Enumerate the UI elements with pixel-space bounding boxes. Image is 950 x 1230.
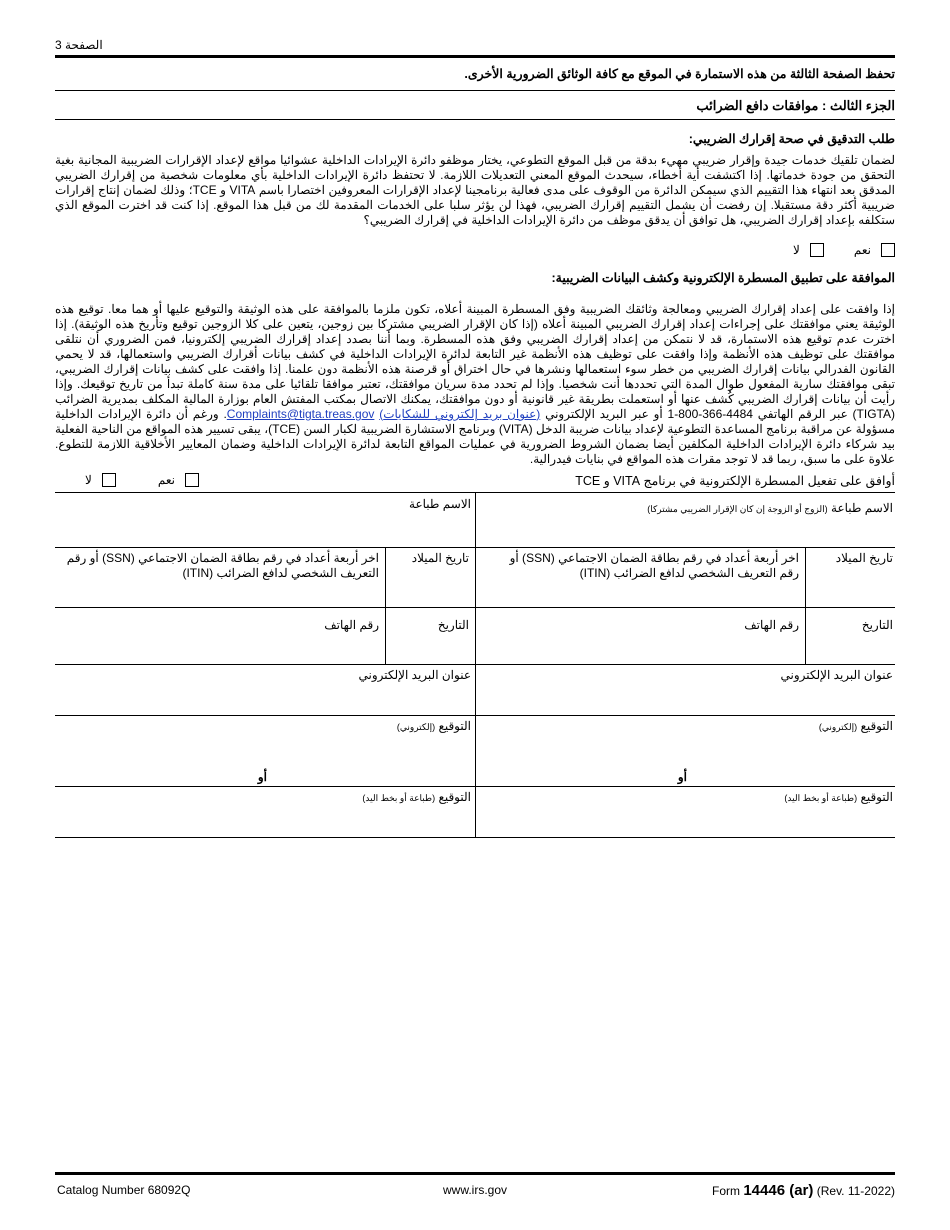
quality-review-yes-label: نعم [853,243,871,257]
taxpayer-signature-label: التوقيع (طباعة أو بخط اليد) [784,790,893,804]
taxpayer-date-label: التاريخ [861,618,893,632]
form-number: 14446 (ar) [743,1182,814,1199]
taxpayer-printed-name-label: الاسم طباعة (الزوج أو الزوجة إن كان الإقرار الضريبي مشتركا) [647,501,893,515]
part-title-bar [55,90,895,120]
electronic-consent-yes-checkbox[interactable] [185,473,199,487]
complaints-email-link[interactable]: Complaints@tigta.treas.gov [226,407,375,421]
electronic-consent-agree-row [55,471,895,493]
taxpayer-or-label: أو [677,770,687,784]
electronic-consent-no-checkbox[interactable] [102,473,116,487]
form-revision: (Rev. 11-2022) [816,1184,895,1198]
quality-review-yes-checkbox[interactable] [881,243,895,257]
electronic-consent-heading: الموافقة على تطبيق المسطرة الإلكترونية وكشف البيانات الضريبية: [551,271,895,285]
spouse-signature-label: التوقيع (طباعة أو بخط اليد) [362,790,471,804]
electronic-consent-body-part2: . ورغم أن دائرة الإيرادات الداخلية مسؤولة عن مراقبة برنامج المساعدة التطوعية لإعداد بيانات ضريبة الدخل (VITA) وبرنامج الاستشارة الضريبية لكبار السن (TCE)، يبقى تسيير هذه المواقع من الناحية الفعلية بيد شركاء دائرة الإيرادات الداخلية المكلفين أيضا بضمان الشروط الضرورية في عمليات المواقع التابعة لدائرة الإيرادات الداخلية وضمان المعايير الأخلاقية اللازمة للتطوع. علاوة على ما سبق، ربما قد لا توجد مقرات هذه المواقع في بنايات فيدرالية. [55,407,896,466]
complaints-email-suffix: (عنوان بريد إلكتروني للشكايات) [379,407,541,421]
signature-grid [55,492,895,838]
electronic-consent-body-part1: إذا وافقت على إعداد إقرارك الضريبي ومعالجة وثائقك الضريبية وفق المسطرة المبينة أعلاه، تكون ملزما بالموافقة على هذه الوثيقة والتوقيع عليها أو هما معا. توقيع هذه الوثيقة يعني موافقتك على إجراءات إعداد إقرارك الضريبي المبينة أعلاه (إذا كان الإقرار الضريبي مشتركا بين زوجين، يتعين على كلا الزوجين توقيع وتأريخ هذه الوثيقة). إذا اخترت عدم توقيع هذه الاستمارة، قد لا نتمكن من إعداد إقرارك الضريبي وفق هذه المسطرة. وبما أننا بصدد إعداد إقرارك الضريبي إلكترونيا، فمن الضروري أن نتلقى موافقتك على توظيف هذه الأنظمة وإذا وافقت على توظيف هذه الأنظمة غير التابعة لدائرة الإيرادات الداخلية في كشف بيانات أقرارك الضريبي واستعمالها، قد لا يحمي القانون الفدرالي بيانات إقرارك الضريبي من خطر سوء استعمالها ونشرها في حال اختراق أو قرصنة هذه الأنظمة دون علمنا. إذا وافقت على كشف بيانات إقرارك الضريبي، تبقى موافقتك سارية المفعول طوال المدة التي تحددها أنت شخصيا. وإذا لم تحدد مدة سريان موافقتك، تعتبر موافقا تلقائيا على مدة سنة كاملة تبدأ من تاريخ توقيعك. وإذا رأيت أن بيانات إقرارك الضريبي كُشف عنها أو استعملت بطريقة غير قانونية أو دون موافقتك، يمكنك الاتصال بمكتب المفتش العام بوزارة المالية المكلف بمديرية الضرائب (TIGTA) عبر الرقم الهاتفي 4484-366-800-1 أو عبر البريد الإلكتروني [55,302,895,421]
quality-review-body: لضمان تلقيك خدمات جيدة وإقرار ضريبي مهيء بدقة من قبل الموقع التطوعي، يختار موظفو دائرة الإيرادات الداخلية عشوائيا مواقع لإعداد الإقرارات الضريبية المجانية بغية التحقق من جودة خدماتها. إذا اكتشفت أية أخطاء، سيحدث الموقع المعني التعديلات اللازمة. لا تحتفظ دائرة الإيرادات الداخلية بأي معلومات شخصية من إقرارك الضريبي المدقق بعد انتهاء هذا التقييم الذي سيمكن الدائرة من الوقوف على مدى فعالية برنامجينا لإعداد الإقرارات المعروفين اختصارا باسم VITA و TCE؛ وذلك لضمان إنتاج إقرارات ضريبية أكثر دقة مستقبلا. إن رفضت أن يشمل التقييم إقرارك الضريبي، فهذا لن يؤثر سلبا على الخدمات المقدمة لك من قبل هذا الموقع. إذا كنت قد اخترت الموقع الذي ستكلفه بإعداد إقرارك الضريبي، هل توافق أن يدقق موظف من دائرة الإيرادات الداخلية في إقرارك الضريبي؟ [55,153,895,227]
form-identifier [712,1182,895,1199]
quality-review-no-label: لا [793,243,800,257]
page-header [55,36,895,58]
quality-review-no-checkbox[interactable] [810,243,824,257]
spouse-phone-label: رقم الهاتف [324,618,379,632]
keep-note: تحفظ الصفحة الثالثة من هذه الاستمارة في الموقع مع كافة الوثائق الضرورية الأخرى. [464,67,895,81]
electronic-consent-no-label: لا [85,473,92,487]
taxpayer-e-signature-label: التوقيع (إلكتروني) [818,719,893,733]
spouse-dob-label: تاريخ الميلاد [411,551,469,565]
quality-review-choice [793,243,895,257]
spouse-e-signature-label: التوقيع (إلكتروني) [396,719,471,733]
taxpayer-ssn-itin-label: اخر أربعة أعداد في رقم بطاقة الضمان الاجتماعي (SSN) أو رقم التعريف الشخصي لدافع الضرائب (ITIN) [509,551,799,580]
page-footer [55,1172,895,1202]
electronic-consent-body [55,302,895,467]
electronic-consent-choice [85,473,199,487]
irs-website: www.irs.gov [442,1183,507,1197]
electronic-consent-agree-label: أوافق على تفعيل المسطرة الإلكترونية في برنامج VITA و TCE [575,474,895,488]
spouse-printed-name-label: الاسم طباعة [409,497,471,511]
form-prefix: Form [711,1184,740,1198]
page-number: الصفحة 3 [55,38,103,52]
taxpayer-phone-label: رقم الهاتف [744,618,799,632]
part-title: الجزء الثالث : موافقات دافع الضرائب [696,98,895,113]
electronic-consent-yes-label: نعم [157,473,175,487]
spouse-ssn-itin-label: اخر أربعة أعداد في رقم بطاقة الضمان الاجتماعي (SSN) أو رقم التعريف الشخصي لدافع الضرائب (ITIN) [66,551,379,580]
spouse-email-label: عنوان البريد الإلكتروني [358,668,471,682]
taxpayer-email-label: عنوان البريد الإلكتروني [780,668,893,682]
quality-review-heading: طلب التدقيق في صحة إقرارك الضريبي: [688,132,895,146]
catalog-number: Catalog Number 68092Q [57,1183,191,1197]
spouse-date-label: التاريخ [437,618,469,632]
taxpayer-dob-label: تاريخ الميلاد [835,551,893,565]
spouse-or-label: أو [257,770,267,784]
